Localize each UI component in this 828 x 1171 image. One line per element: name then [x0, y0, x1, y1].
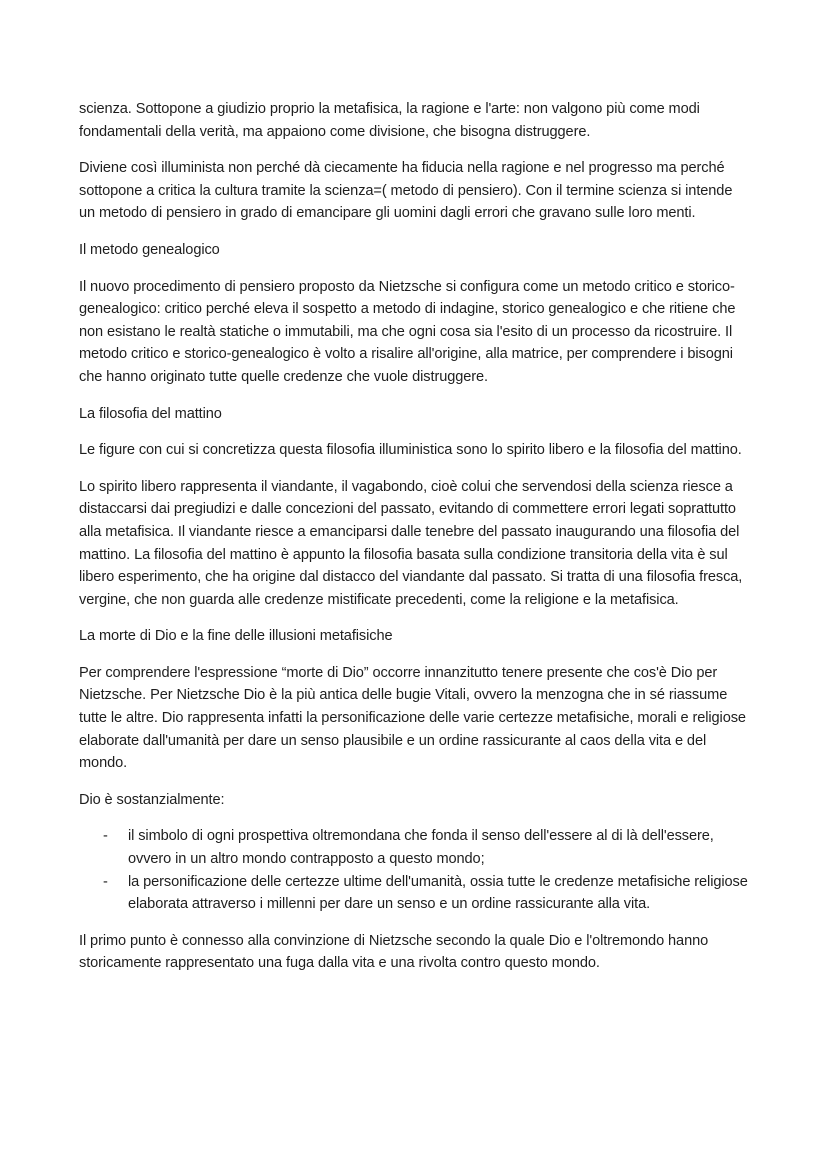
section-heading-metodo-genealogico: Il metodo genealogico: [79, 241, 220, 258]
paragraph-metodo-genealogico: Il nuovo procedimento di pensiero proposto da Nietzsche si configura come un metodo critico e storico-genealogico: critico perché eleva il sospetto a metodo di indagine, storico genealogico e che ritiene che non esistano le realtà statiche o immutabili, ma che ogni cosa sia l'esito di un processo da ricostruire. Il metodo critico e storico-genealogico è volto a risalire all'origine, alla matrice, per comprendere i bisogni che hanno originato tutte quelle credenze che vuole distruggere.: [79, 278, 736, 385]
paragraph-dio-sostanzialmente: Dio è sostanzialmente:: [79, 791, 225, 808]
document-page: [79, 98, 751, 989]
paragraph-spirito-libero: Lo spirito libero rappresenta il viandante, il vagabondo, cioè colui che servendosi della scienza riesce a distaccarsi dai pregiudizi e dalle concezioni del passato, evitando di commettere errori legati soprattutto alla metafisica. Il viandante riesce a emanciparsi dalle tenebre del passato inaugurando una filosofia del mattino. La filosofia del mattino è appunto la filosofia basata sulla condizione transitoria della vita è sul libero esperimento, che ha origine dal distacco del viandante dal passato. Si tratta di una filosofia fresca, vergine, che non guarda alle credenze mistificate precedenti, come la religione e la metafisica.: [79, 478, 743, 608]
paragraph-primo-punto: Il primo punto è connesso alla convinzione di Nietzsche secondo la quale Dio e l'oltremondo hanno storicamente rappresentato una fuga dalla vita e una rivolta contro questo mondo.: [79, 932, 709, 972]
paragraph-morte-di-dio: Per comprendere l'espressione “morte di Dio” occorre innanzitutto tenere presente che cos'è Dio per Nietzsche. Per Nietzsche Dio è la più antica delle bugie Vitali, ovvero la menzogna che in sé riassume tutte le altre. Dio rappresenta infatti la personificazione delle varie certezze metafisiche, morali e religiose elaborate dall'umanità per dare un senso plausibile e un ordine rassicurante al caos della vita e del mondo.: [79, 664, 746, 772]
paragraph-intro: scienza. Sottopone a giudizio proprio la metafisica, la ragione e l'arte: non valgono più come modi fondamentali della verità, ma appaiono come divisione, che bisogna distruggere.: [79, 101, 700, 140]
section-heading-morte-di-dio: La morte di Dio e la fine delle illusioni metafisiche: [79, 628, 393, 645]
section-heading-filosofia-mattino: La filosofia del mattino: [79, 405, 222, 422]
bullet-dash: -: [103, 873, 108, 890]
bullet-list: [79, 825, 751, 915]
list-item: [103, 871, 751, 916]
paragraph-figure: Le figure con cui si concretizza questa filosofia illuministica sono lo spirito libero e la filosofia del mattino.: [79, 442, 742, 459]
bullet-dash: -: [103, 828, 108, 845]
list-item: [103, 825, 751, 870]
list-item-text: la personificazione delle certezze ultime dell'umanità, ossia tutte le credenze metafisiche religiose elaborata attraverso i millenni per dare un senso e un ordine rassicurante alla vita.: [128, 873, 748, 913]
paragraph-illuminista: Diviene così illuminista non perché dà ciecamente ha fiducia nella ragione e nel progresso ma perché sottopone a critica la cultura tramite la scienza=( metodo di pensiero). Con il termine scienza si intende un metodo di pensiero in grado di emancipare gli uomini dagli errori che gravano sulle loro menti.: [79, 160, 733, 222]
list-item-text: il simbolo di ogni prospettiva oltremondana che fonda il senso dell'essere al di là dell'essere, ovvero in un altro mondo contrapposto a questo mondo;: [128, 828, 714, 868]
